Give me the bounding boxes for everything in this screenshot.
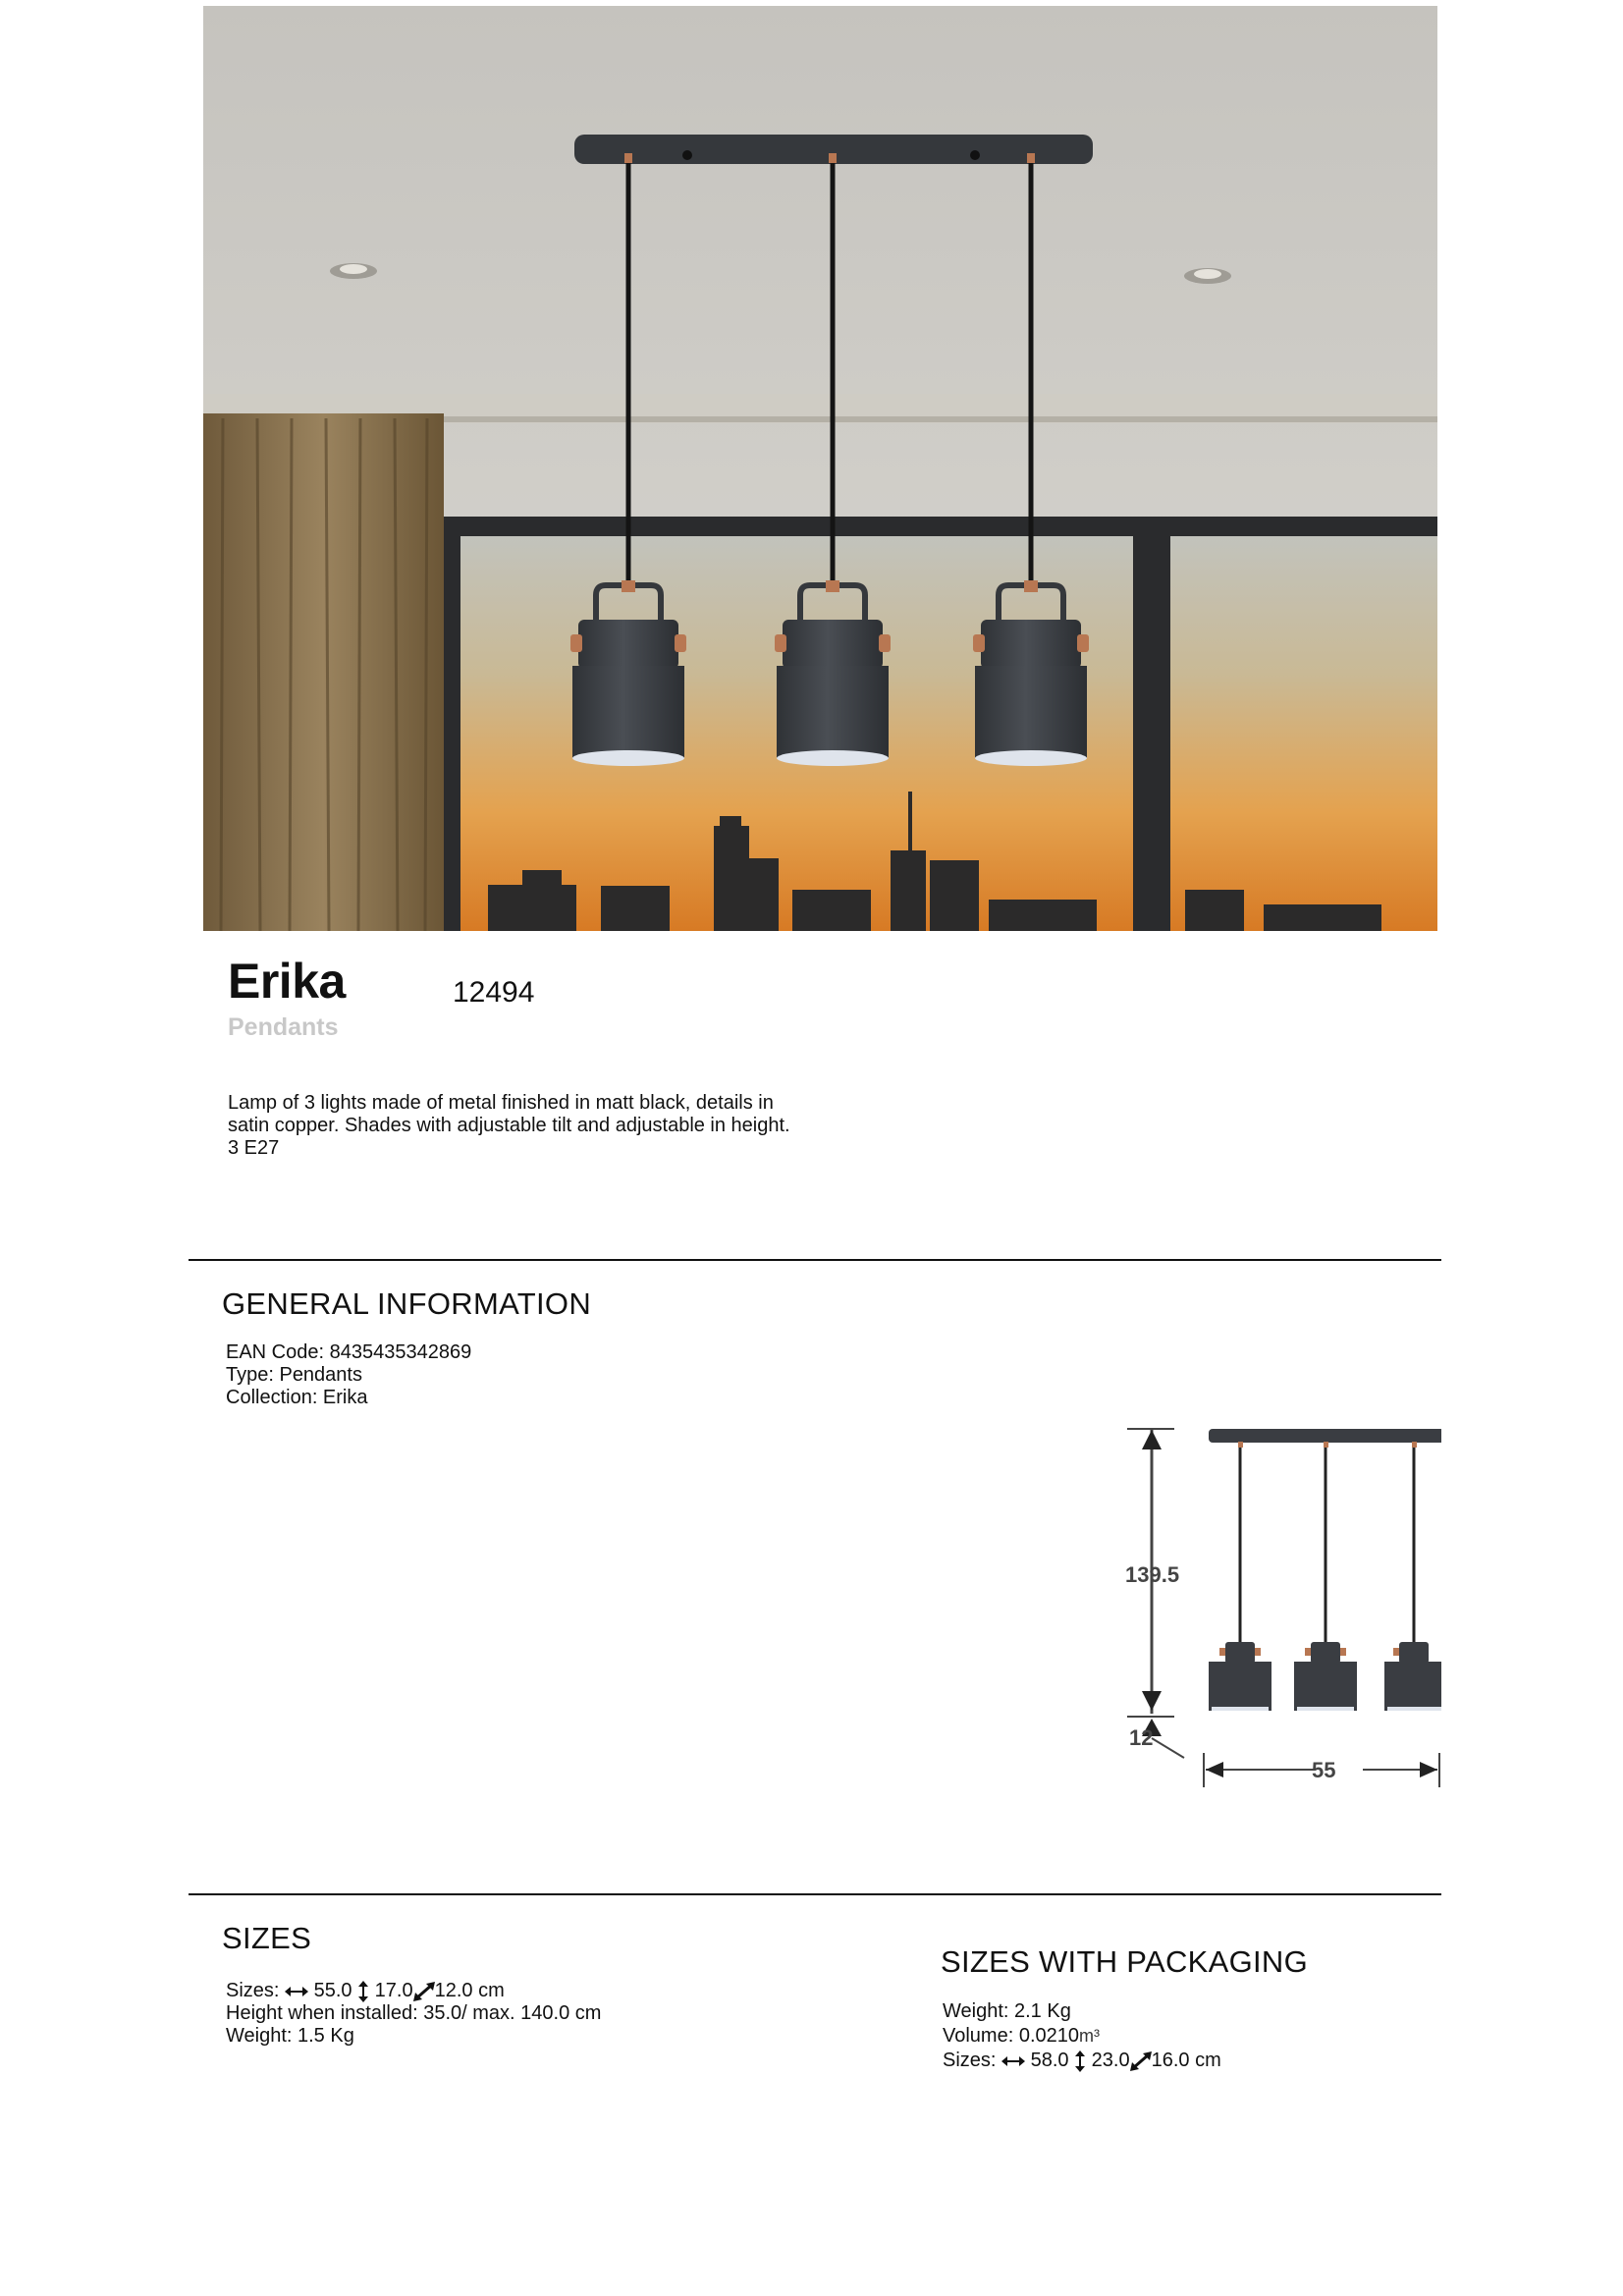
installed-height: Height when installed: 35.0/ max. 140.0 cm (226, 2002, 602, 2024)
sizes-heading: SIZES (222, 1921, 312, 1955)
drawing-height-label: 139.5 (1125, 1562, 1180, 1587)
depth-value: 12.0 cm (434, 1980, 505, 2001)
packaging-weight: Weight: 2.1 Kg (943, 2000, 1071, 2022)
packaging-volume (943, 2024, 1221, 2049)
packaging-heading: SIZES WITH PACKAGING (941, 1944, 1309, 1979)
height-value: 23.0 (1091, 2050, 1130, 2071)
collection: Collection: Erika (226, 1387, 368, 1408)
volume-unit: m³ (1079, 2026, 1100, 2046)
diagonal-arrow-icon (1130, 2051, 1152, 2071)
ean-code: EAN Code: 8435435342869 (226, 1341, 472, 1363)
sizes-list (226, 1980, 601, 2048)
double-vertical-arrow-icon (357, 1981, 369, 2002)
general-information-heading: GENERAL INFORMATION (222, 1286, 592, 1321)
width-value: 55.0 (313, 1980, 352, 2001)
section-divider (189, 1893, 1441, 1895)
dimension-drawing (1108, 1414, 1441, 1797)
drawing-width-label: 55 (1312, 1758, 1336, 1782)
product-dimensions (226, 1980, 601, 2002)
height-value: 17.0 (374, 1980, 413, 2001)
section-divider (189, 1259, 1441, 1261)
packaging-list (943, 1999, 1221, 2073)
general-information-list (226, 1341, 471, 1409)
width-value: 58.0 (1030, 2050, 1069, 2071)
double-vertical-arrow-icon (1074, 2050, 1086, 2072)
product-weight: Weight: 1.5 Kg (226, 2025, 354, 2047)
product-photo (203, 6, 1437, 931)
product-description: Lamp of 3 lights made of metal finished in matt black, details in satin copper. Shades with adjustable tilt and adjustable in height. 3 E27 (228, 1092, 790, 1159)
product-type-label: Pendants (228, 1013, 339, 1041)
volume-value: Volume: 0.0210 (943, 2025, 1079, 2047)
double-horizontal-arrow-icon (1001, 2054, 1025, 2068)
drawing-shade-label: 12 (1129, 1725, 1154, 1750)
product-reference: 12494 (453, 976, 535, 1009)
sizes-prefix: Sizes: (226, 1980, 280, 2001)
double-horizontal-arrow-icon (285, 1985, 308, 1998)
product-name: Erika (228, 954, 346, 1009)
packaging-dimensions (943, 2049, 1221, 2073)
diagonal-arrow-icon (413, 1982, 435, 2001)
product-type: Type: Pendants (226, 1364, 362, 1386)
depth-value: 16.0 cm (1151, 2050, 1221, 2071)
sizes-prefix: Sizes: (943, 2050, 997, 2071)
